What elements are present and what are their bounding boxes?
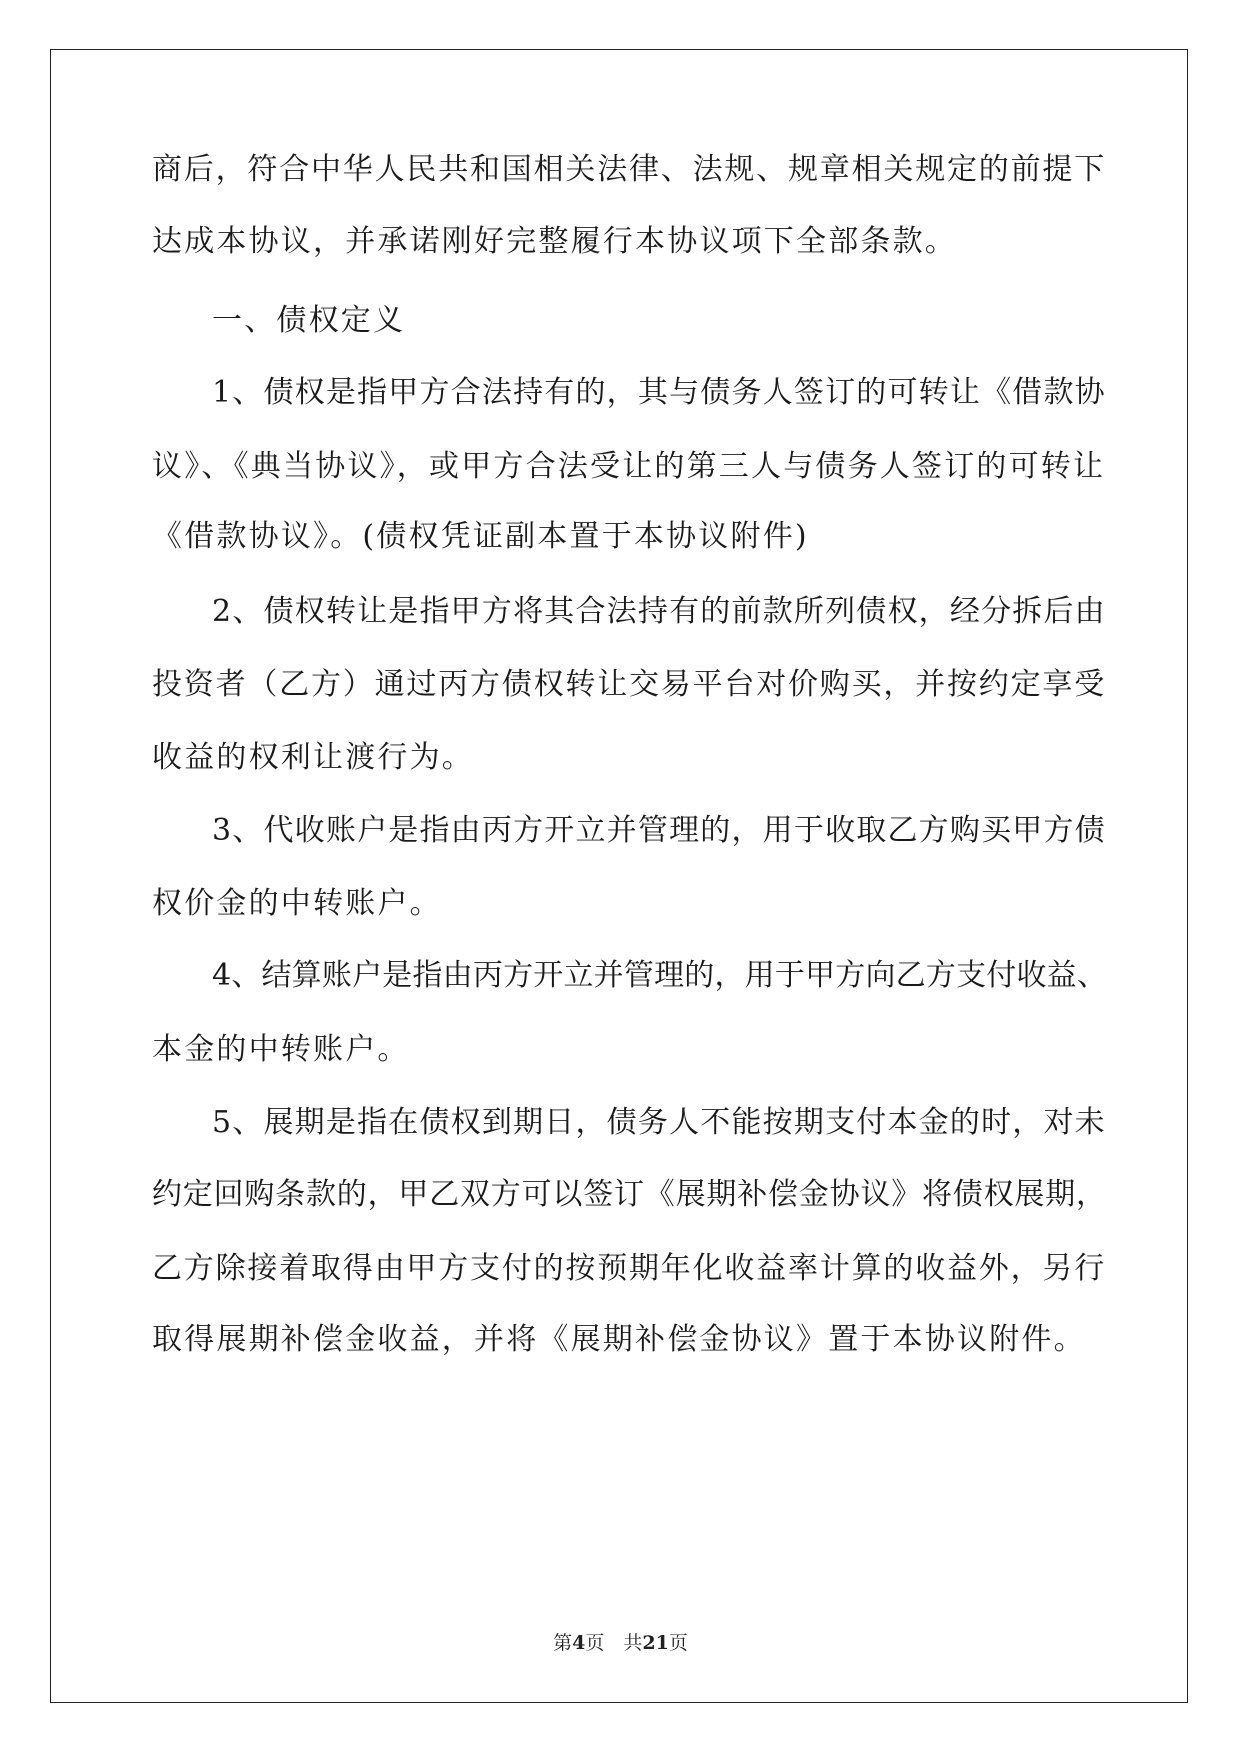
paragraph-line: 1、债权是指甲方合法持有的，其与债务人签订的可转让《借款协 — [212, 375, 1106, 410]
paragraph-line: 约定回购条款的，甲乙双方可以签订《展期补偿金协议》将债权展期， — [152, 1177, 1107, 1212]
paragraph-line: 4、结算账户是指由丙方开立并管理的，用于甲方向乙方支付收益、 — [212, 958, 1108, 993]
page-border — [50, 49, 1188, 1703]
paragraph-line: 权价金的中转账户。 — [152, 886, 442, 921]
page-footer — [0, 1631, 1241, 1655]
paragraph-line: 《借款协议》。(债权凭证副本置于本协议附件) — [152, 519, 809, 554]
paragraph-line: 取得展期补偿金收益，并将《展期补偿金协议》置于本协议附件。 — [152, 1322, 1086, 1357]
paragraph-line: 本金的中转账户。 — [152, 1032, 410, 1067]
total-page-number: 21 — [642, 1632, 669, 1654]
footer-prefix: 第 — [553, 1632, 573, 1654]
paragraph-line: 商后，符合中华人民共和国相关法律、法规、规章相关规定的前提下 — [152, 152, 1106, 187]
footer-mid: 页 共 — [585, 1632, 643, 1654]
footer-suffix: 页 — [668, 1632, 688, 1654]
paragraph-line: 收益的权利让渡行为。 — [152, 740, 474, 775]
paragraph-line: 议》、《典当协议》，或甲方合法受让的第三人与债务人签订的可转让 — [152, 449, 1106, 484]
current-page-number: 4 — [572, 1632, 586, 1654]
paragraph-line: 投资者（乙方）通过丙方债权转让交易平台对价购买，并按约定享受 — [152, 667, 1106, 702]
paragraph-line: 乙方除接着取得由甲方支付的按预期年化收益率计算的收益外，另行 — [152, 1251, 1106, 1286]
paragraph-line: 达成本协议，并承诺刚好完整履行本协议项下全部条款。 — [152, 224, 957, 259]
paragraph-line: 5、展期是指在债权到期日，债务人不能按期支付本金的时，对未 — [212, 1105, 1106, 1140]
paragraph-line: 3、代收账户是指由丙方开立并管理的，用于收取乙方购买甲方债 — [212, 813, 1106, 848]
paragraph-line: 2、债权转让是指甲方将其合法持有的前款所列债权，经分拆后由 — [212, 594, 1106, 629]
section-heading: 一、债权定义 — [212, 303, 406, 338]
